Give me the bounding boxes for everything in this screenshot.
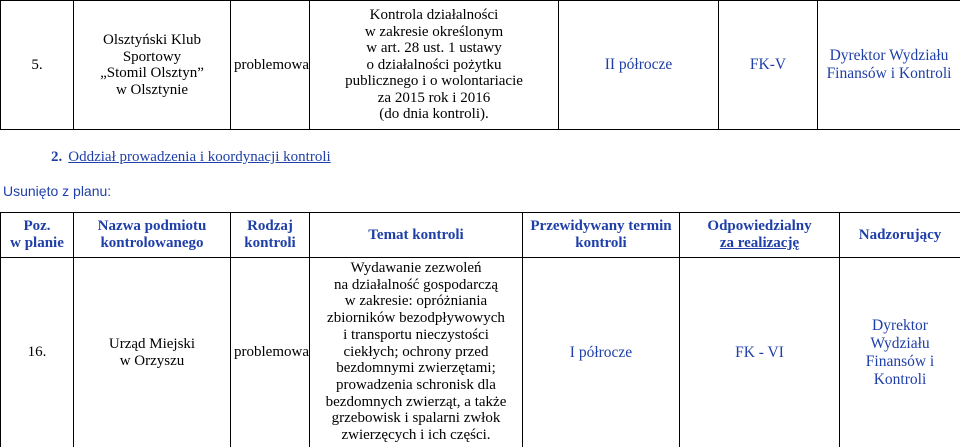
- term-cell: II półrocze: [559, 1, 719, 130]
- responsible-cell: FK-V: [719, 1, 818, 130]
- position-cell: 16.: [1, 258, 74, 447]
- header-responsible: Odpowiedzialny za realizację: [680, 213, 840, 258]
- term-cell: I półrocze: [523, 258, 680, 447]
- header-term: Przewidywany termin kontroli: [523, 213, 680, 258]
- topic-cell: Kontrola działalności w zakresie określonym w art. 28 ust. 1 ustawy o działalności pożytku publicznego i o wolontariacie za 2015 rok i 2016 (do dnia kontroli).: [310, 1, 559, 130]
- section-name: Oddział prowadzenia i koordynacji kontroli: [68, 149, 331, 165]
- table-row: [1, 1, 960, 130]
- header-position: Poz. w planie: [1, 213, 74, 258]
- table-header-row: [1, 213, 960, 258]
- previous-plan-table: [0, 0, 960, 130]
- header-entity: Nazwa podmiotu kontrolowanego: [74, 213, 231, 258]
- responsible-cell: FK - VI: [680, 258, 840, 447]
- topic-cell: Wydawanie zezwoleń na działalność gospodarczą w zakresie: opróżniania zbiorników bezodpływowych i transportu nieczystości ciekłych; ochrony przed bezdomnymi zwierzętami; prowadzenia schronisk dla bezdomnych zwierząt, a także grzebowisk i spalarni zwłok zwierzęcych i ich części.: [310, 258, 523, 447]
- table-row: [1, 258, 960, 447]
- entity-cell: Olsztyński Klub Sportowy „Stomil Olsztyn” w Olsztynie: [74, 1, 231, 130]
- supervisor-cell: Dyrektor Wydziału Finansów i Kontroli: [818, 1, 960, 130]
- removed-plan-table: [0, 212, 960, 447]
- section-number: 2.: [51, 149, 63, 165]
- entity-cell: Urząd Miejski w Orzyszu: [74, 258, 231, 447]
- position-cell: 5.: [1, 1, 74, 130]
- header-topic: Temat kontroli: [310, 213, 523, 258]
- header-type: Rodzaj kontroli: [231, 213, 310, 258]
- removed-from-plan-label: Usunięto z planu:: [3, 183, 112, 199]
- supervisor-cell: Dyrektor Wydziału Finansów i Kontroli: [840, 258, 960, 447]
- type-cell: problemowa: [231, 258, 310, 447]
- header-supervisor: Nadzorujący: [840, 213, 960, 258]
- type-cell: problemowa: [231, 1, 310, 130]
- section-heading: [51, 149, 331, 166]
